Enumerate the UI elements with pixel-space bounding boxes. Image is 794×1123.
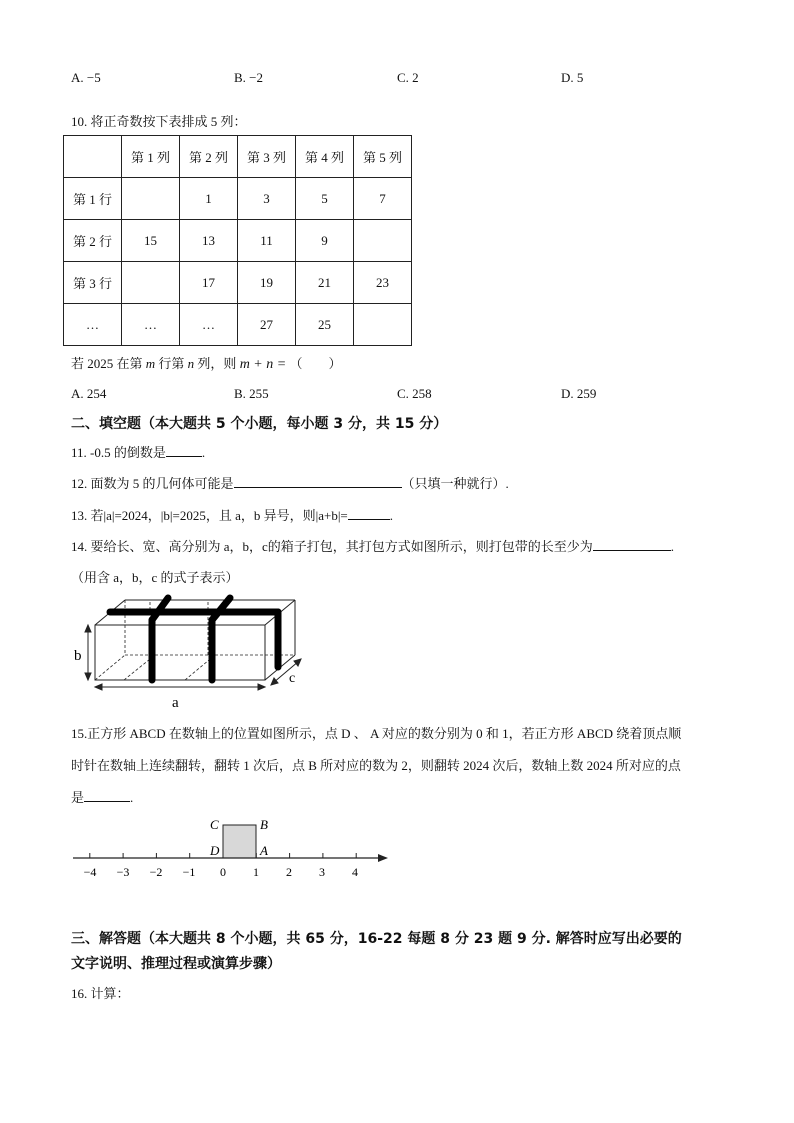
table-row (64, 304, 412, 346)
q9-option-b: B. −2 (234, 70, 264, 85)
table-cell: 第 2 行 (64, 220, 122, 262)
q15-answer-blank[interactable] (84, 789, 130, 802)
table-cell: 13 (180, 220, 238, 262)
tick-label: 0 (220, 865, 226, 879)
table-cell: 25 (296, 304, 354, 346)
q13: 13. 若|a|=2024，|b|=2025，且 a，b 异号，则|a+b|= . (71, 508, 394, 523)
packing-box-figure (70, 590, 310, 715)
table-cell: 第 2 列 (180, 136, 238, 178)
q10-option-d: D. 259 (561, 386, 597, 401)
table-cell: 第 1 列 (122, 136, 180, 178)
q10-question: 若 2025 在第 m 行第 n 列，则 m + n = （ ） (71, 356, 342, 372)
q10-option-c: C. 258 (397, 386, 432, 401)
q14-line1: 14. 要给长、宽、高分别为 a，b，c的箱子打包，其打包方式如图所示，则打包带的长至少为 . (71, 539, 675, 554)
table-cell: 5 (296, 178, 354, 220)
tick-label: 4 (352, 865, 358, 879)
q14-line2: （用含 a，b，c 的式子表示） (71, 570, 239, 585)
section-2-heading: 二、填空题（本大题共 5 个小题，每小题 3 分，共 15 分） (71, 416, 448, 432)
q15-line3: 是 . (71, 790, 134, 805)
q11: 11. -0.5 的倒数是 . (71, 445, 206, 460)
corner-label-a: A (260, 843, 268, 858)
table-cell: 27 (238, 304, 296, 346)
q13-answer-blank[interactable] (348, 507, 390, 520)
tick-label: 1 (253, 865, 259, 879)
number-line-figure (65, 812, 395, 882)
tick-label: 2 (286, 865, 292, 879)
odd-number-table (63, 135, 412, 346)
box-label-b: b (74, 648, 82, 664)
q15-line1: 15.正方形 ABCD 在数轴上的位置如图所示，点 D 、 A 对应的数分别为 0 和 1，若正方形 ABCD 绕着顶点顺 (71, 726, 682, 741)
q11-answer-blank[interactable] (166, 444, 202, 457)
table-cell: 第 5 列 (354, 136, 412, 178)
table-row (64, 262, 412, 304)
q10-stem: 10. 将正奇数按下表排成 5 列： (71, 114, 247, 129)
table-cell (354, 220, 412, 262)
section-3-heading-line1: 三、解答题（本大题共 8 个小题，共 65 分，16-22 每题 8 分 23 题 9 分. 解答时应写出必要的 (71, 931, 682, 947)
table-header-row (64, 136, 412, 178)
table-cell: … (64, 304, 122, 346)
q12: 12. 面数为 5 的几何体可能是 （只填一种就行）. (71, 476, 509, 491)
table-cell: 7 (354, 178, 412, 220)
table-row (64, 178, 412, 220)
table-cell (122, 178, 180, 220)
table-cell (122, 262, 180, 304)
table-cell: 1 (180, 178, 238, 220)
q15-line2: 时针在数轴上连续翻转，翻转 1 次后，点 B 所对应的数为 2，则翻转 2024 次后，数轴上数 2024 所对应的点 (71, 758, 681, 773)
q16-stem: 16. 计算： (71, 986, 130, 1001)
q14-answer-blank[interactable] (593, 538, 671, 551)
q9-option-d: D. 5 (561, 70, 584, 85)
table-cell: 第 1 行 (64, 178, 122, 220)
section-3-heading-line2: 文字说明、推理过程或演算步骤） (71, 956, 281, 972)
table-cell: 19 (238, 262, 296, 304)
table-cell: 9 (296, 220, 354, 262)
q10-option-b: B. 255 (234, 386, 269, 401)
table-cell: 第 4 列 (296, 136, 354, 178)
q12-answer-blank[interactable] (234, 475, 402, 488)
table-cell: … (180, 304, 238, 346)
corner-label-c: C (210, 817, 219, 832)
tick-label: −3 (116, 865, 130, 879)
q10-option-a: A. 254 (71, 386, 107, 401)
tick-label: −1 (182, 865, 196, 879)
table-cell: 第 3 列 (238, 136, 296, 178)
table-row (64, 220, 412, 262)
corner-label-b: B (260, 817, 268, 832)
tick-label: −2 (149, 865, 163, 879)
tick-label: −4 (83, 865, 97, 879)
square-abcd (223, 825, 256, 858)
box-label-a: a (172, 695, 179, 711)
table-cell: 23 (354, 262, 412, 304)
table-cell: 3 (238, 178, 296, 220)
q9-option-a: A. −5 (71, 70, 101, 85)
table-cell: 15 (122, 220, 180, 262)
q9-option-c: C. 2 (397, 70, 419, 85)
table-cell: 21 (296, 262, 354, 304)
table-cell (64, 136, 122, 178)
table-cell: 11 (238, 220, 296, 262)
table-cell (354, 304, 412, 346)
tick-label: 3 (319, 865, 325, 879)
corner-label-d: D (210, 843, 220, 858)
table-cell: 第 3 行 (64, 262, 122, 304)
table-cell: … (122, 304, 180, 346)
box-label-c: c (289, 671, 296, 686)
number-line-arrow-icon (378, 854, 388, 862)
table-cell: 17 (180, 262, 238, 304)
